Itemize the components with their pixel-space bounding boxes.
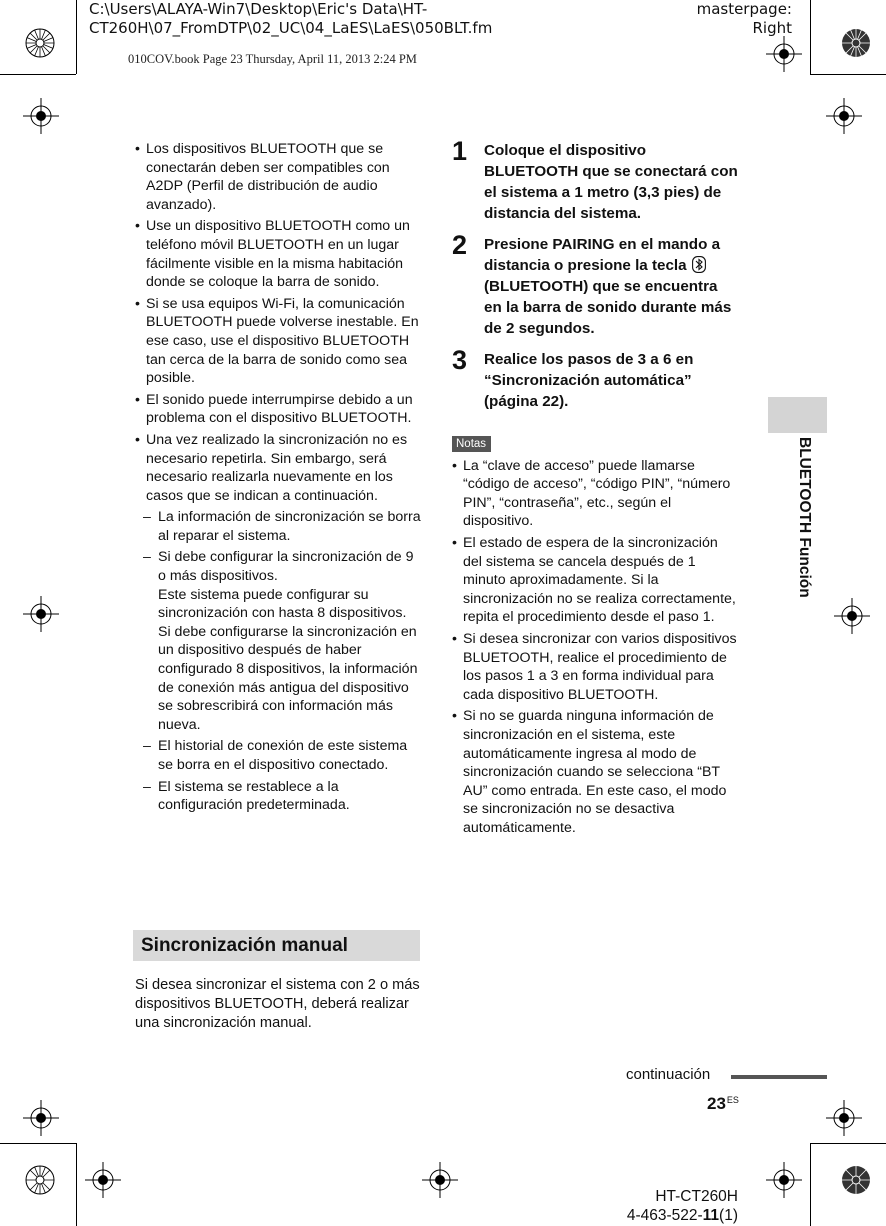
step-number: 1 [452,136,468,166]
book-info-line: 010COV.book Page 23 Thursday, April 11, 2013 2:24 PM [128,52,417,66]
step-text: Presione PAIRING en el mando a distancia o presione la tecla [484,236,721,274]
bullet-item: • El sonido puede interrumpirse debido a un problema con el dispositivo BLUETOOTH. [135,391,422,428]
crosshair-target-icon [766,1162,802,1198]
notes-badge: Notas [452,436,491,452]
page-number-suffix: ES [726,1095,739,1105]
masterpage-value: Right [752,19,792,37]
note-item: • Si desea sincronizar con varios dispositivos BLUETOOTH, realice el procedimiento de los pasos 1 a 3 en forma individual para cada dispositivo BLUETOOTH. [452,630,738,704]
dash-item-extra: Este sistema puede configurar su sincronización con hasta 8 dispositivos. Si debe configurarse la sincronización en un dispositivo después de haber configurado 8 dispositivos, la información de conexión más antigua del dispositivo se sobrescribirá con información más nueva. [158,586,418,733]
crosshair-target-icon [85,1162,121,1198]
registration-wheel-icon [841,28,871,58]
step-1 [452,136,738,224]
part-code [627,1206,738,1225]
model-name: HT-CT260H [655,1188,738,1205]
section-tab [768,397,827,433]
dash-item: – El sistema se restablece a la configuración predeterminada. [135,778,422,815]
left-column [135,140,422,818]
file-path-line2: CT260H\07_FromDTP\02_UC\04_LaES\LaES\050BLT.fm [89,19,493,37]
continuation-bar [731,1075,827,1079]
page-number-value: 23 [707,1094,726,1113]
bullet-item: • Los dispositivos BLUETOOTH que se conectarán deben ser compatibles con A2DP (Perfil de distribución de audio avanzado). [135,140,422,214]
step-3 [452,345,738,412]
masterpage-info [697,0,792,38]
bullet-item: • Una vez realizado la sincronización no es necesario repetirla. Sin embargo, será necesario realizarla nuevamente en los casos que se indican a continuación. [135,431,422,505]
crop-line [76,1143,77,1226]
crop-line [0,74,76,75]
crosshair-target-icon [826,1100,862,1136]
bluetooth-icon [692,256,706,273]
crosshair-target-icon [422,1162,458,1198]
crosshair-target-icon [23,596,59,632]
dash-item: – La información de sincronización se borra al reparar el sistema. [135,508,422,545]
model-info [627,1187,738,1225]
crosshair-target-icon [826,98,862,134]
registration-wheel-icon [25,1165,55,1195]
crosshair-target-icon [834,598,870,634]
dash-item [135,548,422,734]
section-side-label: BLUETOOTH Función [796,437,813,598]
crop-line [0,1143,76,1144]
file-path [89,0,492,38]
crosshair-target-icon [23,1100,59,1136]
crop-line [810,0,811,74]
page-number [707,1094,739,1114]
registration-wheel-icon [25,28,55,58]
note-item: • La “clave de acceso” puede llamarse “código de acceso”, “código PIN”, “número PIN”, “contraseña”, etc., según el dispositivo. [452,457,738,531]
crosshair-target-icon [23,98,59,134]
dash-item: – El historial de conexión de este sistema se borra en el dispositivo conectado. [135,737,422,774]
section-body: Si desea sincronizar el sistema con 2 o más dispositivos BLUETOOTH, deberá realizar una sincronización manual. [135,977,420,1031]
crop-line [76,0,77,74]
step-number: 3 [452,345,468,375]
crop-line [810,74,886,75]
bullet-item: • Si se usa equipos Wi-Fi, la comunicación BLUETOOTH puede volverse inestable. En ese caso, use el dispositivo BLUETOOTH tan cerca de la barra de sonido como sea posible. [135,295,422,388]
part-code-suffix: (1) [719,1207,738,1224]
note-item: • Si no se guarda ninguna información de sincronización en el sistema, este automáticamente ingresa al modo de sincronización cuando se selecciona “BT AU” como entrada. En este caso, el modo se sincronización no se desactiva automáticamente. [452,707,738,837]
right-column [452,136,738,840]
part-code-prefix: 4-463-522- [626,1207,703,1224]
step-number: 2 [452,230,468,260]
dash-item-text: – Si debe configurar la sincronización de 9 o más dispositivos. [158,549,414,585]
part-code-bold: 11 [702,1207,720,1224]
registration-wheel-icon [841,1165,871,1195]
crosshair-target-icon [766,36,802,72]
crop-line [810,1143,886,1144]
step-text: Coloque el dispositivo BLUETOOTH que se conectará con el sistema a 1 metro (3,3 pies) de distancia del sistema. [484,142,738,222]
step-text-cont: (BLUETOOTH) que se encuentra en la barra de sonido durante más de 2 segundos. [484,278,732,337]
masterpage-label: masterpage: [696,0,792,18]
continuation-label: continuación [626,1066,711,1083]
step-2 [452,230,738,339]
section-title: Sincronización manual [133,930,420,961]
bullet-item: • Use un dispositivo BLUETOOTH como un teléfono móvil BLUETOOTH en un lugar fácilmente visible en la misma habitación donde se coloque la barra de sonido. [135,217,422,291]
step-text: Realice los pasos de 3 a 6 en “Sincronización automática” (página 22). [484,351,694,410]
notes-header [452,434,738,453]
crop-line [810,1143,811,1226]
file-path-line1: C:\Users\ALAYA-Win7\Desktop\Eric's Data\HT- [89,0,428,18]
note-item: • El estado de espera de la sincronización del sistema se cancela después de 1 minuto aproximadamente. Si la sincronización no se realiza correctamente, repita el procedimiento desde el paso 1. [452,534,738,627]
